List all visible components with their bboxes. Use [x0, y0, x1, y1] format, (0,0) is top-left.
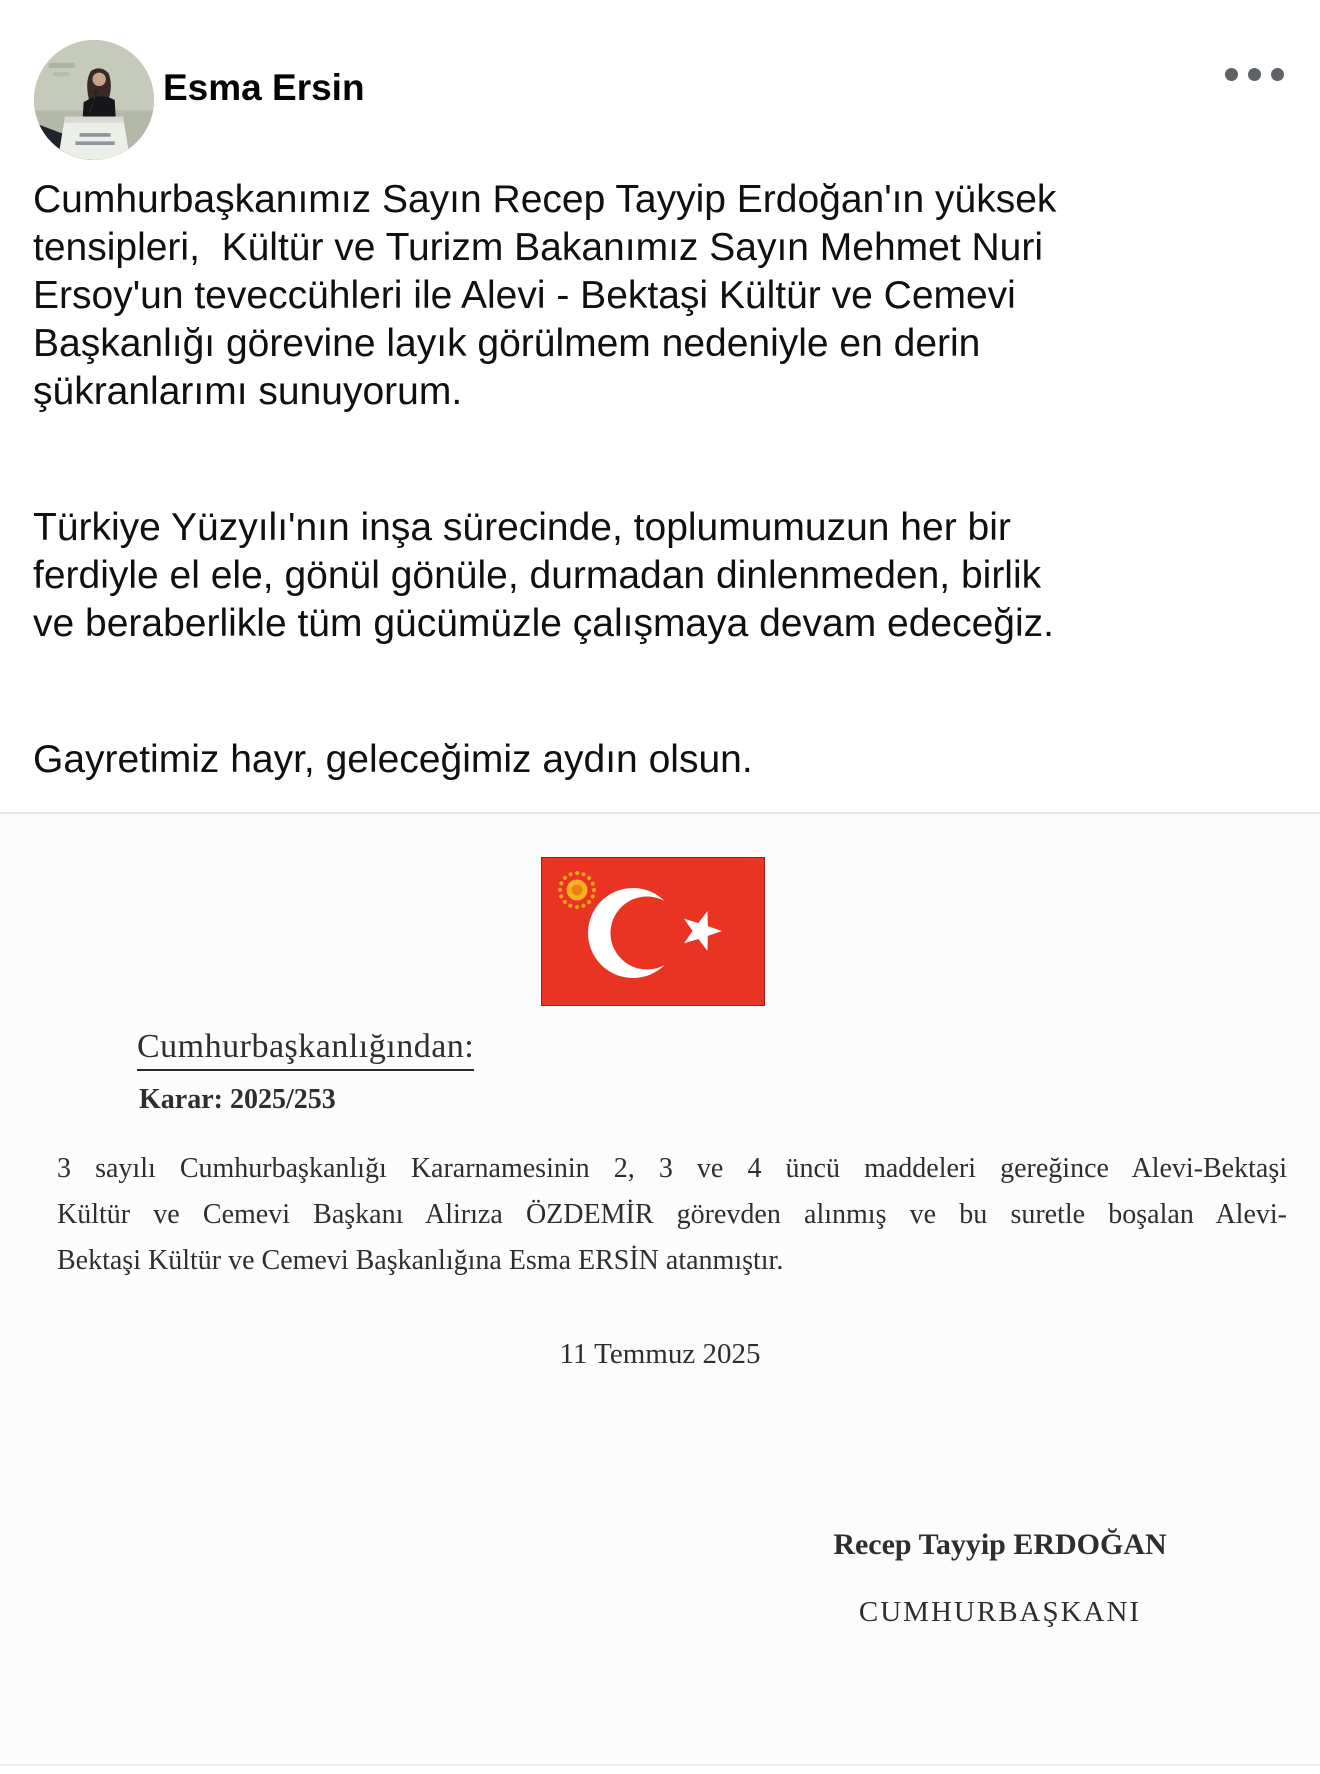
document-heading: Cumhurbaşkanlığından: — [137, 1028, 474, 1071]
turkish-presidential-flag — [541, 857, 765, 1006]
document-body — [57, 1146, 1287, 1284]
signature-name: Recep Tayyip ERDOĞAN — [833, 1528, 1167, 1561]
post-line: şükranlarımı sunuyorum. — [33, 370, 463, 413]
post-line: Gayretimiz hayr, geleceğimiz aydın olsun. — [33, 738, 753, 781]
post-line: ferdiyle el ele, gönül gönüle, durmadan dinlenmeden, birlik — [33, 554, 1042, 597]
document-body-line: Bektaşi Kültür ve Cemevi Başkanlığına Esma ERSİN atanmıştır. — [57, 1245, 784, 1276]
document-date: 11 Temmuz 2025 — [559, 1338, 761, 1370]
document-decision-number: Karar: 2025/253 — [139, 1084, 336, 1115]
post-line: ve beraberlikle tüm gücümüzle çalışmaya devam edeceğiz. — [33, 602, 1054, 645]
post-line: Türkiye Yüzyılı'nın inşa sürecinde, toplumumuzun her bir — [33, 506, 1011, 549]
post-line: Ersoy'un teveccühleri ile Alevi - Bektaşi Kültür ve Cemevi — [33, 274, 1016, 317]
post-line: Başkanlığı görevine layık görülmem nedeniyle en derin — [33, 322, 981, 365]
post-text — [33, 176, 1056, 872]
post-paragraph — [33, 176, 1056, 416]
post-menu-button[interactable] — [1214, 52, 1294, 96]
author-name[interactable]: Esma Ersin — [163, 67, 365, 108]
avatar[interactable] — [34, 40, 154, 160]
post-paragraph — [33, 736, 1056, 784]
ellipsis-icon — [1225, 68, 1284, 81]
signature-title: CUMHURBAŞKANI — [858, 1596, 1142, 1628]
post-line: Cumhurbaşkanımız Sayın Recep Tayyip Erdoğan'ın yüksek — [33, 178, 1057, 221]
post-paragraph — [33, 504, 1056, 648]
avatar-photo — [34, 40, 154, 160]
post-attachment-image[interactable] — [0, 814, 1320, 1764]
document-body-line: Kültür ve Cemevi Başkanı Alirıza ÖZDEMİR görevden alınmış ve bu suretle boşalan Alevi- — [57, 1199, 1287, 1230]
document-body-line: 3 sayılı Cumhurbaşkanlığı Kararnamesinin 2, 3 ve 4 üncü maddeleri gereğince Alevi-Bektaşi — [57, 1153, 1287, 1184]
bottom-divider — [0, 1764, 1320, 1766]
post-line: tensipleri, Kültür ve Turizm Bakanımız Sayın Mehmet Nuri — [33, 226, 1044, 269]
